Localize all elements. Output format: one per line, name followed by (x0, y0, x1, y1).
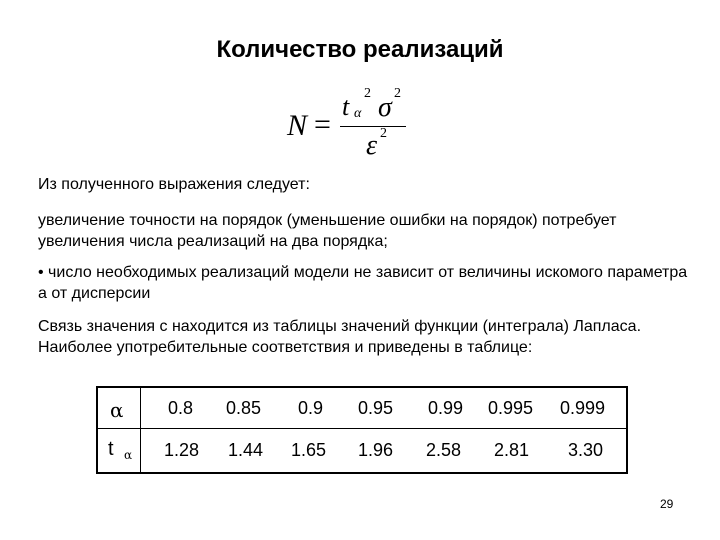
table-column-divider (140, 388, 141, 472)
slide-title: Количество реализаций (216, 36, 504, 63)
paragraph-intro: Из полученного выражения следует: (38, 176, 310, 193)
alpha-cell: 0.95 (358, 398, 394, 418)
formula (280, 82, 430, 172)
alpha-cell: 0.9 (298, 398, 324, 418)
formula-t: t (342, 92, 350, 121)
formula-sigma-superscript: 2 (394, 86, 401, 101)
paragraph-laplace: Связь значения с находится из таблицы значений функции (интеграла) Лапласа. Наиболее употребительные соответствия и приведены в таблице: (38, 318, 642, 356)
formula-lhs: N (287, 109, 308, 142)
formula-sigma: σ (378, 92, 392, 123)
formula-numerator (342, 86, 422, 122)
table-row-divider (98, 428, 626, 429)
t-alpha-cell: 2.58 (426, 440, 462, 460)
row-label-t: t (108, 438, 114, 460)
laplace-table (96, 386, 628, 474)
t-alpha-cell: 2.81 (494, 440, 530, 460)
formula-epsilon: ε (366, 130, 378, 161)
formula-denominator (366, 126, 406, 162)
formula-equals: = (314, 108, 331, 141)
alpha-cell: 0.85 (226, 398, 262, 418)
t-alpha-cell: 1.65 (291, 440, 327, 460)
formula-t-subscript: α (354, 106, 362, 121)
alpha-cell: 0.99 (428, 398, 464, 418)
paragraph-accuracy: увеличение точности на порядок (уменьшение ошибки на порядок) потребует увеличения числа реализаций на два порядка; (38, 212, 617, 250)
t-alpha-cell: 1.28 (164, 440, 200, 460)
t-alpha-cell: 3.30 (568, 440, 604, 460)
alpha-cell: 0.8 (168, 398, 194, 418)
t-alpha-cell: 1.96 (358, 440, 394, 460)
formula-t-superscript: 2 (364, 86, 371, 101)
page-number: 29 (660, 497, 674, 511)
t-alpha-cell: 1.44 (228, 440, 264, 460)
alpha-cell: 0.995 (488, 398, 534, 418)
row-label-t-subscript: α (124, 448, 133, 462)
row-label-alpha: α (110, 398, 124, 422)
paragraph-independence: • число необходимых реализаций модели не зависит от величины искомого параметра а от дисперсии (38, 264, 688, 302)
formula-epsilon-superscript: 2 (380, 126, 387, 141)
alpha-cell: 0.999 (560, 398, 606, 418)
